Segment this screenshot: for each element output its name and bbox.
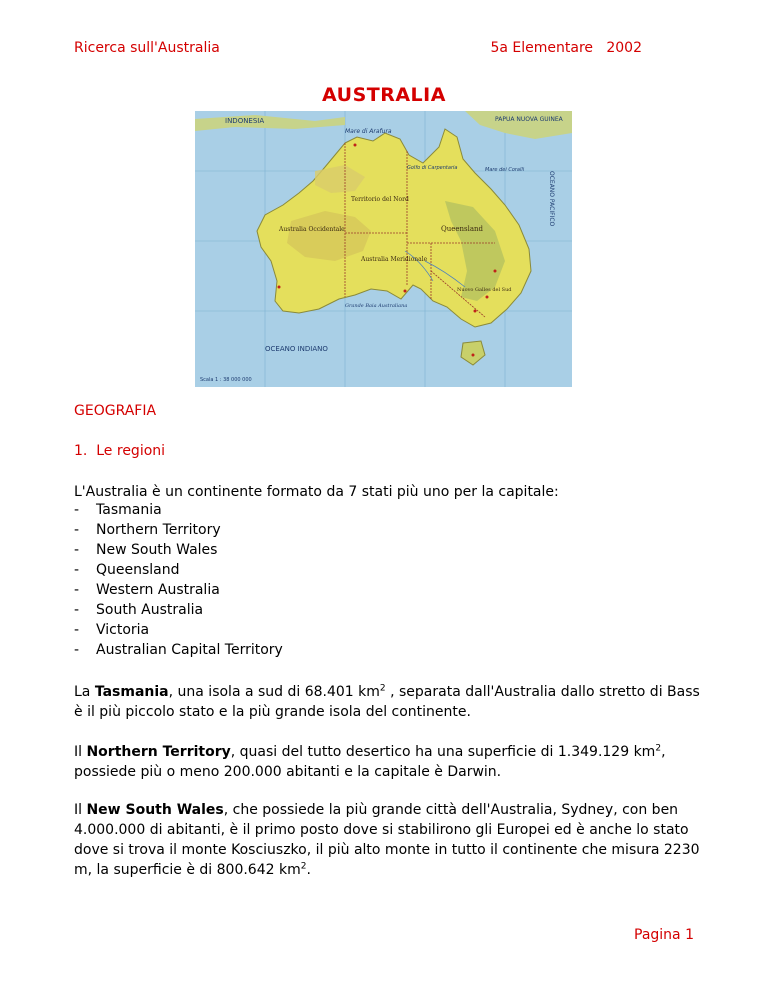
intro-text: L'Australia è un continente formato da 7 stati più uno per la capitale: (74, 484, 559, 500)
list-item: - Northern Territory (74, 522, 221, 538)
list-item: - South Australia (74, 602, 204, 618)
list-item: - Western Australia (74, 582, 220, 598)
map-label-coralli: Mare dei Coralli (485, 167, 525, 173)
map-label-papua: PAPUA NUOVA GUINEA (495, 116, 563, 123)
paragraph-northern-territory: Il Northern Territory, quasi del tutto desertico ha una superficie di 1.349.129 $km^2$, possiede più o meno 200.000 abitanti e la capitale è Darwin. (74, 743, 666, 780)
paragraph-new-south-wales: Il New South Wales, che possiede la più grande città dell'Australia, Sydney, con ben 4.000.000 di abitanti, è il primo posto dove si stabilirono gli Europei ed è anche lo stato dove si trova il monte Kosciuszko, il più alto monte in tutto il continente che misura 2230 m, la superficie è di 800.642 $km^2$. (74, 802, 700, 878)
page-number: Pagina 1 (634, 927, 694, 943)
map-label-carpentaria: Golfo di Carpentaria (407, 165, 458, 171)
map-label-oceano-pacifico: OCEANO PACIFICO (548, 171, 555, 227)
map-label-territorio: Territorio del Nord (351, 196, 409, 203)
paragraph-tasmania: La Tasmania, una isola a sud di 68.401 $km^2$ , separata dall'Australia dallo stretto di Bass è il più piccolo stato e la più grande isola del continente. (74, 683, 700, 720)
states-list (74, 500, 283, 660)
map-label-queensland: Queensland (441, 225, 484, 233)
map-label-australia-mer: Australia Meridionale (361, 256, 428, 263)
australia-map (195, 111, 572, 387)
map-label-grande-baia: Grande Baia Australiana (345, 303, 408, 309)
page-title: AUSTRALIA (322, 84, 446, 106)
subsection-regioni: 1. Le regioni (74, 443, 166, 459)
list-item: - Tasmania (74, 502, 162, 518)
list-item: - New South Wales (74, 542, 218, 558)
list-item: - Australian Capital Territory (74, 642, 283, 658)
map-label-scale: Scala 1 : 38 000 000 (200, 377, 252, 383)
map-label-indonesia: INDONESIA (225, 117, 265, 125)
map-label-arafura: Mare di Arafura (345, 128, 392, 135)
list-item: - Queensland (74, 562, 180, 578)
map-label-oceano-indiano: OCEANO INDIANO (265, 345, 328, 353)
list-item: - Victoria (74, 622, 150, 638)
map-label-australia-occ: Australia Occidentale (279, 226, 345, 233)
header-right: 5a Elementare 2002 (490, 40, 642, 56)
map-label-nuovo-galles: Nuovo Galles del Sud (457, 287, 512, 293)
header-left: Ricerca sull'Australia (74, 40, 220, 56)
section-geografia: GEOGRAFIA (74, 403, 157, 419)
